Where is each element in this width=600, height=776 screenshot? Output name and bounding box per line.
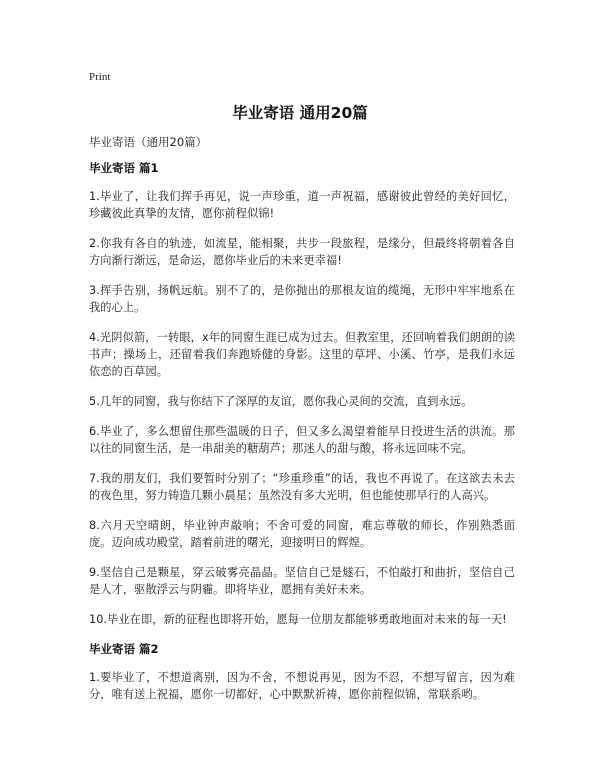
paragraph: 9.坚信自己是颗星，穿云破雾亮晶晶。坚信自己是燧石，不怕敲打和曲折，坚信自己是人才，驱散浮云与阴霾。即将毕业，愿拥有美好未来。 [89,566,515,596]
document-subtitle: 毕业寄语（通用20篇） [89,135,208,149]
paragraph: 1.要毕业了，不想道离别，因为不舍，不想说再见，因为不忍，不想写留言，因为难分，唯有送上祝福，愿你一切都好，心中默默祈祷，愿你前程似锦，常联系哟。 [89,671,515,701]
paragraph: 7.我的朋友们，我们要暂时分别了；“珍重珍重”的话，我也不再说了。在这欲去未去的夜色里，努力铸造几颗小晨星；虽然没有多大光明，但也能使那早行的人高兴。 [89,472,515,502]
print-link[interactable]: Print [89,71,111,83]
page-title: 毕业寄语 通用20篇 [232,104,368,122]
paragraph: 3.挥手告别，扬帆远航。别不了的，是你抛出的那根友谊的缆绳，无形中牢牢地系在我的心上。 [89,284,515,314]
paragraph: 1.毕业了，让我们挥手再见，说一声珍重，道一声祝福，感谢彼此曾经的美好回忆，珍藏彼此真挚的友情，愿你前程似锦! [89,190,515,220]
section-heading: 毕业寄语 篇1 [89,161,159,175]
paragraph: 6.毕业了，多么想留住那些温暖的日子，但又多么渴望着能早日投进生活的洪流。那以往的同窗生活，是一串甜美的糖葫芦；那迷人的甜与酸，将永远回味不完。 [89,425,515,455]
paragraph: 8.六月天空晴朗，毕业钟声敲响；不舍可爱的同窗，难忘尊敬的师长，作别熟悉面庞。迈向成功殿堂，踏着前进的曙光，迎接明日的辉煌。 [89,519,515,549]
paragraph: 4.光阴似箭，一转眼，x年的同窗生涯已成为过去。但教室里，还回响着我们朗朗的读书声；操场上，还留着我们奔跑矫健的身影。这里的草坪、小溪、竹亭，是我们永远依恋的百草园。 [89,331,515,378]
paragraph: 2.你我有各自的轨迹，如流星，能相聚，共步一段旅程，是缘分，但最终将朝着各自方向渐行渐远，是命运，愿你毕业后的未来更幸福! [89,237,515,267]
document-body [89,160,515,716]
section-heading: 毕业寄语 篇2 [89,642,159,656]
paragraph: 10.毕业在即，新的征程也即将开始，愿每一位朋友都能够勇敢地面对未来的每一天! [89,613,507,626]
paragraph: 5.几年的同窗，我与你结下了深厚的友谊，愿你我心灵间的交流，直到永远。 [89,395,473,408]
